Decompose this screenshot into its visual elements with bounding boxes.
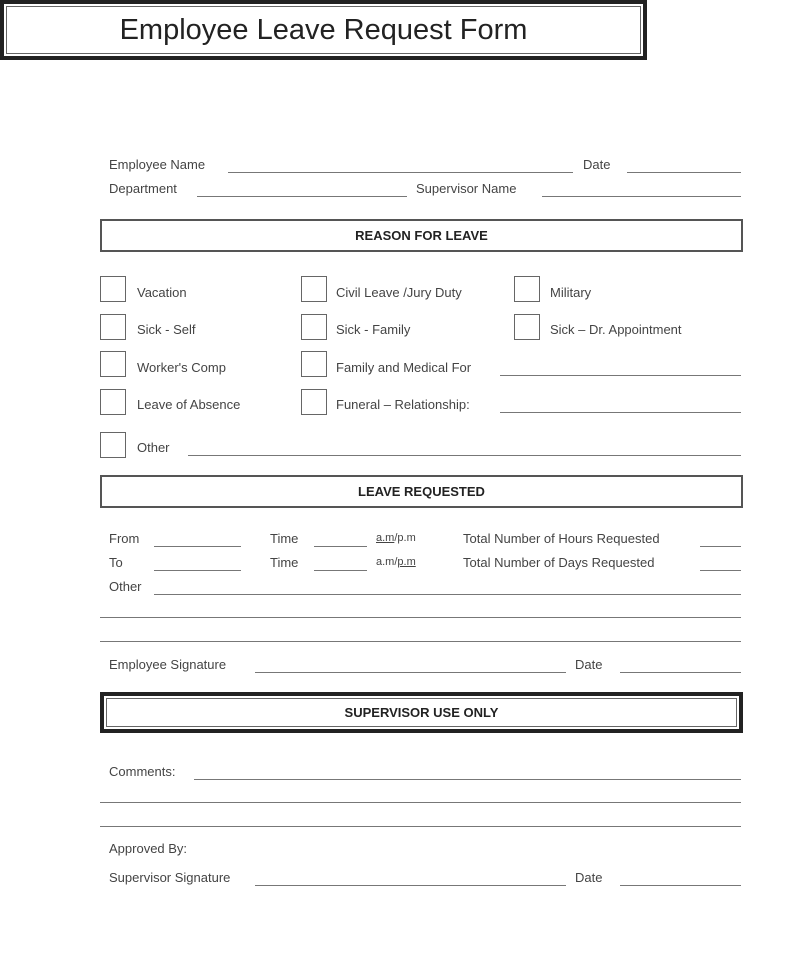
employee-name-label: Employee Name [109,157,206,172]
fmla-label: Family and Medical For [336,360,472,375]
leave-of-absence-label: Leave of Absence [137,397,241,412]
civil-leave-checkbox[interactable] [301,276,327,302]
leave-other-line-3[interactable] [100,641,741,642]
total-hours-label: Total Number of Hours Requested [463,531,660,546]
from-ampm[interactable] [376,532,416,544]
supervisor-heading: SUPERVISOR USE ONLY [100,692,743,733]
sick-family-checkbox[interactable] [301,314,327,340]
sick-family-label: Sick - Family [336,322,411,337]
pm-option: p.m [397,556,416,568]
total-days-field[interactable] [700,570,741,571]
date-field[interactable] [627,172,741,173]
slash: / [394,532,398,544]
other-checkbox[interactable] [100,432,126,458]
supervisor-signature-field[interactable] [255,885,566,886]
fmla-checkbox[interactable] [301,351,327,377]
from-field[interactable] [154,546,241,547]
employee-date-field[interactable] [620,672,741,673]
sick-dr-checkbox[interactable] [514,314,540,340]
comments-field[interactable] [194,779,741,780]
supervisor-name-field[interactable] [542,196,741,197]
fmla-field[interactable] [500,375,741,376]
department-label: Department [109,181,177,196]
to-field[interactable] [154,570,241,571]
date-label: Date [583,157,611,172]
comments-line-3[interactable] [100,826,741,827]
approved-by-label: Approved By: [109,841,188,856]
leave-other-label: Other [109,579,142,594]
total-days-label: Total Number of Days Requested [463,555,655,570]
employee-signature-field[interactable] [255,672,566,673]
vacation-checkbox[interactable] [100,276,126,302]
supervisor-date-field[interactable] [620,885,741,886]
pm-option: p.m [397,532,416,544]
slash: / [394,556,398,568]
employee-name-field[interactable] [228,172,573,173]
to-time-field[interactable] [314,570,367,571]
sick-self-checkbox[interactable] [100,314,126,340]
employee-signature-label: Employee Signature [109,657,227,672]
comments-label: Comments: [109,764,176,779]
comments-line-2[interactable] [100,802,741,803]
form-title: Employee Leave Request Form [0,0,647,60]
other-field[interactable] [188,455,741,456]
leave-other-field[interactable] [154,594,741,595]
time-label: Time [270,555,299,570]
sick-dr-label: Sick – Dr. Appointment [550,322,682,337]
supervisor-name-label: Supervisor Name [416,181,517,196]
leave-requested-heading: LEAVE REQUESTED [100,475,743,508]
leave-other-line-2[interactable] [100,617,741,618]
am-option: a.m [376,556,395,568]
workers-comp-checkbox[interactable] [100,351,126,377]
total-hours-field[interactable] [700,546,741,547]
other-label: Other [137,440,170,455]
to-ampm[interactable] [376,556,416,568]
am-option: a.m [376,532,395,544]
sick-self-label: Sick - Self [137,322,196,337]
to-label: To [109,555,123,570]
employee-date-label: Date [575,657,603,672]
department-field[interactable] [197,196,407,197]
funeral-label: Funeral – Relationship: [336,397,470,412]
funeral-checkbox[interactable] [301,389,327,415]
supervisor-date-label: Date [575,870,603,885]
funeral-field[interactable] [500,412,741,413]
vacation-label: Vacation [137,285,187,300]
workers-comp-label: Worker's Comp [137,360,226,375]
leave-of-absence-checkbox[interactable] [100,389,126,415]
time-label: Time [270,531,299,546]
civil-leave-label: Civil Leave /Jury Duty [336,285,462,300]
from-label: From [109,531,140,546]
supervisor-signature-label: Supervisor Signature [109,870,231,885]
military-checkbox[interactable] [514,276,540,302]
military-label: Military [550,285,592,300]
from-time-field[interactable] [314,546,367,547]
reason-heading: REASON FOR LEAVE [100,219,743,252]
